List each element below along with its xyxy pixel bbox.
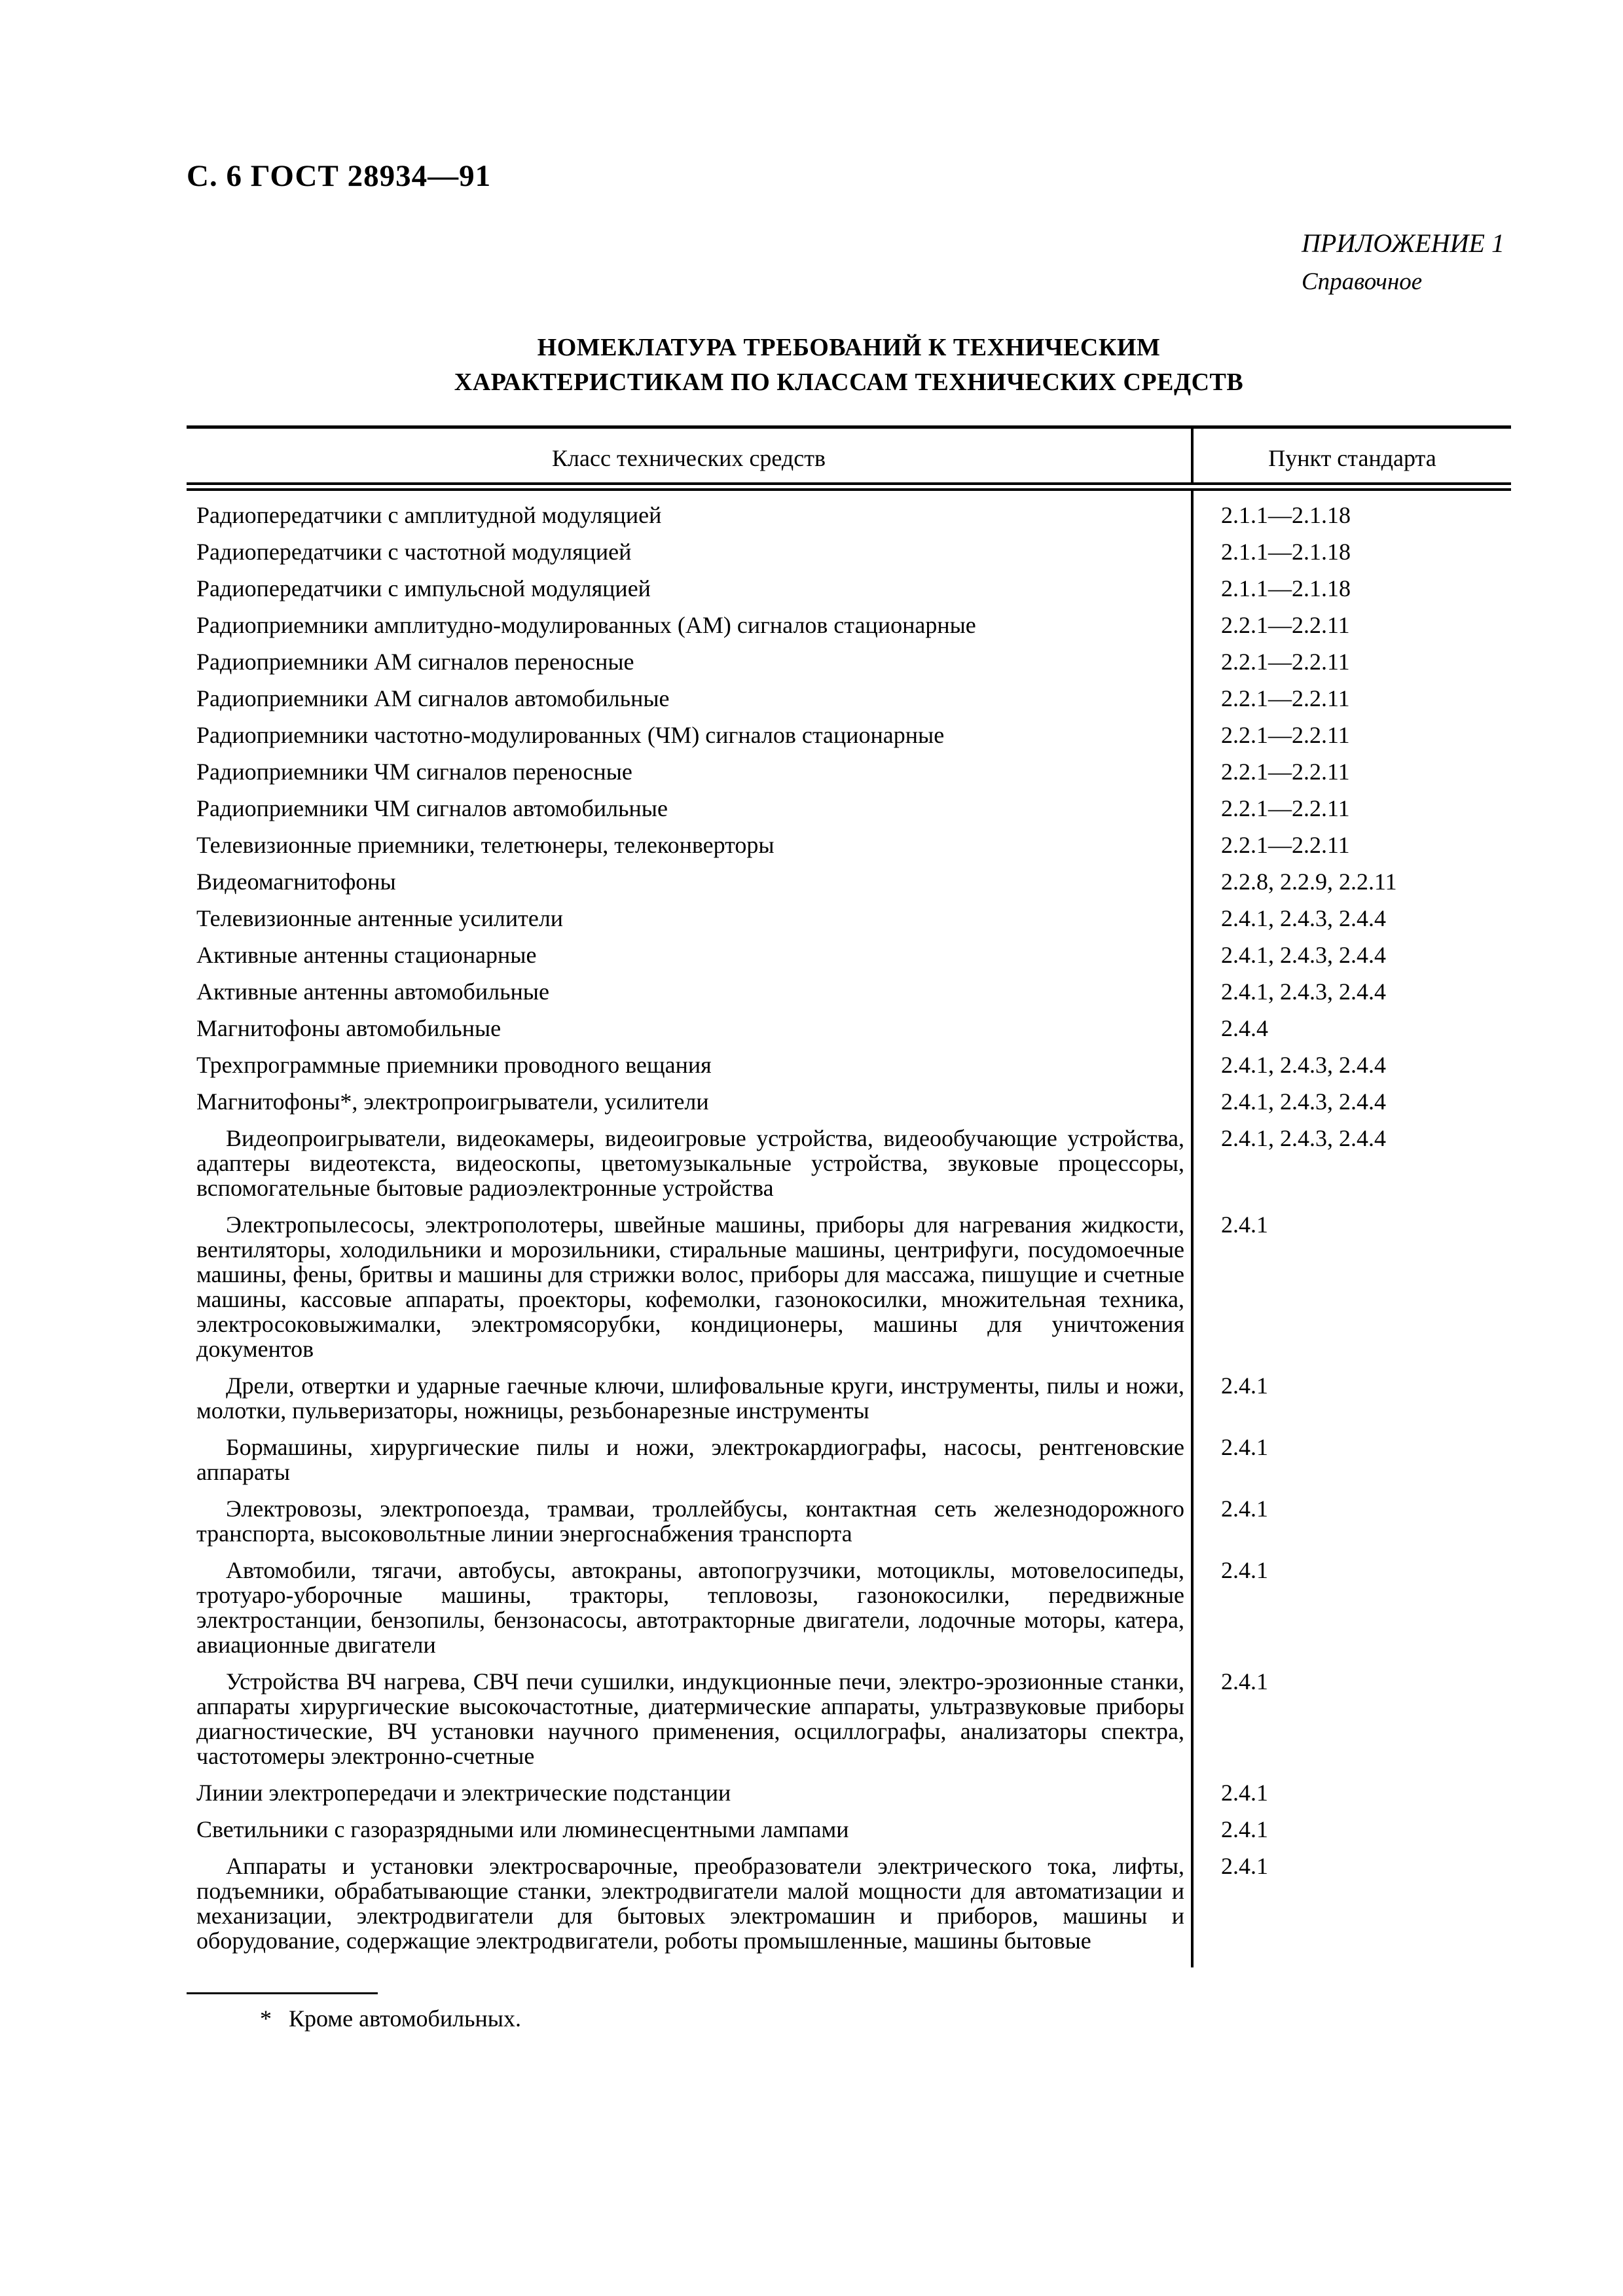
clause-cell: 2.4.1, 2.4.3, 2.4.4: [1221, 1125, 1386, 1151]
footnote-text: [187, 2005, 1511, 2032]
clause-cell: 2.2.1—2.2.11: [1221, 795, 1350, 821]
standards-table: [187, 425, 1511, 1967]
clause-cell: 2.2.1—2.2.11: [1221, 832, 1350, 858]
class-cell: Аппараты и установки электросварочные, преобразователи электрического тока, лифты, подъемники, обрабатывающие станки, электродвигатели малой мощности для автоматизации и механизации, электродвигатели для бытовых электромашин и приборов, машины и оборудование, содержащие электродвигатели, роботы промышленные, машины бытовые: [187, 1842, 1194, 1967]
table-row: [187, 1041, 1511, 1077]
footnote-marker: *: [260, 2005, 272, 2032]
clause-cell: 2.4.1, 2.4.3, 2.4.4: [1221, 1052, 1386, 1078]
clause-cell: 2.4.1: [1221, 1557, 1268, 1583]
table-row: [187, 1361, 1511, 1423]
class-cell: Видеопроигрыватели, видеокамеры, видеоигровые устройства, видеообучающие устройства, адаптеры видеотекста, видеоскопы, цветомузыкальные устройства, звуковые процессоры, вспомогательные бытовые радиоэлектронные устройства: [187, 1114, 1194, 1200]
class-cell: Радиоприемники амплитудно-модулированных (АМ) сигналов стационарные: [187, 601, 1194, 637]
class-cell: Магнитофоны автомобильные: [187, 1004, 1194, 1041]
class-cell: Радиоприемники АМ сигналов переносные: [187, 637, 1194, 674]
table-row: [187, 1114, 1511, 1200]
table-row: [187, 967, 1511, 1004]
clause-cell: 2.4.1: [1221, 1853, 1268, 1879]
class-cell: Телевизионные приемники, телетюнеры, телеконверторы: [187, 821, 1194, 857]
table-row: [187, 784, 1511, 821]
class-cell: Магнитофоны*, электропроигрыватели, усилители: [187, 1077, 1194, 1114]
table-row: [187, 931, 1511, 967]
class-cell: Светильники с газоразрядными или люминесцентными лампами: [187, 1805, 1194, 1842]
class-cell: Электровозы, электропоезда, трамваи, троллейбусы, контактная сеть железнодорожного транспорта, высоковольтные линии энергоснабжения транспорта: [187, 1484, 1194, 1546]
appendix-subtitle: Справочное: [1302, 268, 1423, 295]
clause-cell: 2.2.1—2.2.11: [1221, 685, 1350, 711]
clause-cell: 2.4.1, 2.4.3, 2.4.4: [1221, 942, 1386, 968]
table-row: [187, 1200, 1511, 1361]
class-cell: Радиоприемники АМ сигналов автомобильные: [187, 674, 1194, 711]
footnote-content: Кроме автомобильных.: [289, 2005, 521, 2032]
table-row: [187, 1423, 1511, 1484]
appendix-block: [1302, 228, 1504, 296]
table-row: [187, 747, 1511, 784]
clause-cell: 2.4.1, 2.4.3, 2.4.4: [1221, 905, 1386, 931]
class-cell: Радиопередатчики с частотной модуляцией: [187, 528, 1194, 564]
table-row: [187, 894, 1511, 931]
clause-cell: 2.4.1: [1221, 1816, 1268, 1842]
class-cell: Радиопередатчики с амплитудной модуляцией: [187, 491, 1194, 528]
footnote-block: [187, 1992, 1511, 2032]
clause-cell: 2.2.1—2.2.11: [1221, 722, 1350, 748]
clause-cell: 2.4.1: [1221, 1668, 1268, 1695]
clause-cell: 2.2.1—2.2.11: [1221, 649, 1350, 675]
clause-cell: 2.4.1, 2.4.3, 2.4.4: [1221, 978, 1386, 1005]
clause-cell: 2.4.1: [1221, 1496, 1268, 1522]
clause-cell: 2.2.1—2.2.11: [1221, 612, 1350, 638]
table-row: [187, 528, 1511, 564]
table-row: [187, 1077, 1511, 1114]
table-row: [187, 1805, 1511, 1842]
clause-cell: 2.4.1: [1221, 1434, 1268, 1460]
class-cell: Активные антенны стационарные: [187, 931, 1194, 967]
table-row: [187, 637, 1511, 674]
clause-cell: 2.2.8, 2.2.9, 2.2.11: [1221, 869, 1397, 895]
table-row: [187, 674, 1511, 711]
table-row: [187, 821, 1511, 857]
clause-cell: 2.1.1—2.1.18: [1221, 575, 1351, 601]
table-row: [187, 1768, 1511, 1805]
class-cell: Радиопередатчики с импульсной модуляцией: [187, 564, 1194, 601]
table-row: [187, 564, 1511, 601]
footnote-rule: [187, 1992, 378, 1994]
table-row: [187, 1842, 1511, 1967]
document-title: [187, 331, 1511, 400]
appendix-title: ПРИЛОЖЕНИЕ 1: [1302, 228, 1504, 258]
clause-cell: 2.1.1—2.1.18: [1221, 539, 1351, 565]
clause-cell: 2.4.1, 2.4.3, 2.4.4: [1221, 1088, 1386, 1115]
table-row: [187, 1546, 1511, 1657]
class-cell: Радиоприемники ЧМ сигналов автомобильные: [187, 784, 1194, 821]
table-row: [187, 1004, 1511, 1041]
clause-cell: 2.2.1—2.2.11: [1221, 759, 1350, 785]
document-title-line2: ХАРАКТЕРИСТИКАМ ПО КЛАССАМ ТЕХНИЧЕСКИХ СРЕДСТВ: [454, 368, 1244, 396]
column-header-class: Класс технических средств: [187, 429, 1194, 482]
class-cell: Радиоприемники частотно-модулированных (ЧМ) сигналов стационарные: [187, 711, 1194, 747]
class-cell: Электропылесосы, электрополотеры, швейные машины, приборы для нагревания жидкости, вентиляторы, холодильники и морозильники, стиральные машины, центрифуги, посудомоечные машины, фены, бритвы и машины для стрижки волос, приборы для массажа, пишущие и счетные машины, кассовые аппараты, проекторы, кофемолки, газонокосилки, множительная техника, электросоковыжималки, электромясорубки, кондиционеры, машины для уничтожения документов: [187, 1200, 1194, 1361]
class-cell: Линии электропередачи и электрические подстанции: [187, 1768, 1194, 1805]
document-title-line1: НОМЕКЛАТУРА ТРЕБОВАНИЙ К ТЕХНИЧЕСКИМ: [537, 334, 1161, 361]
clause-cell: 2.4.1: [1221, 1372, 1268, 1399]
class-cell: Дрели, отвертки и ударные гаечные ключи, шлифовальные круги, инструменты, пилы и ножи, молотки, пульверизаторы, ножницы, резьбонарезные инструменты: [187, 1361, 1194, 1423]
header-double-rule: [187, 482, 1511, 491]
class-cell: Устройства ВЧ нагрева, СВЧ печи сушилки, индукционные печи, электро-эрозионные станки, аппараты хирургические высокочастотные, диатермические аппараты, ультразвуковые приборы диагностические, ВЧ установки научного применения, осциллографы, анализаторы спектра, частотомеры электронно-счетные: [187, 1657, 1194, 1768]
table-row: [187, 1657, 1511, 1768]
table-row: [187, 601, 1511, 637]
class-cell: Бормашины, хирургические пилы и ножи, электрокардиографы, насосы, рентгеновские аппараты: [187, 1423, 1194, 1484]
class-cell: Телевизионные антенные усилители: [187, 894, 1194, 931]
class-cell: Радиоприемники ЧМ сигналов переносные: [187, 747, 1194, 784]
class-cell: Автомобили, тягачи, автобусы, автокраны, автопогрузчики, мотоциклы, мотовелосипеды, тротуаро-уборочные машины, тракторы, тепловозы, газонокосилки, передвижные электростанции, бензопилы, бензонасосы, автотракторные двигатели, лодочные моторы, катера, авиационные двигатели: [187, 1546, 1194, 1657]
table-body: [187, 491, 1511, 1967]
table-row: [187, 1484, 1511, 1546]
table-header-row: [187, 429, 1511, 482]
class-cell: Активные антенны автомобильные: [187, 967, 1194, 1004]
column-header-clause: Пункт стандарта: [1268, 445, 1436, 471]
clause-cell: 2.4.1: [1221, 1780, 1268, 1806]
clause-cell: 2.4.1: [1221, 1211, 1268, 1238]
class-cell: Видеомагнитофоны: [187, 857, 1194, 894]
clause-cell: 2.4.4: [1221, 1015, 1268, 1041]
table-row: [187, 857, 1511, 894]
table-row: [187, 711, 1511, 747]
table-row: [187, 491, 1511, 528]
content-area: [187, 425, 1511, 2032]
class-cell: Трехпрограммные приемники проводного вещания: [187, 1041, 1194, 1077]
clause-cell: 2.1.1—2.1.18: [1221, 502, 1351, 528]
running-header: С. 6 ГОСТ 28934—91: [187, 159, 492, 193]
